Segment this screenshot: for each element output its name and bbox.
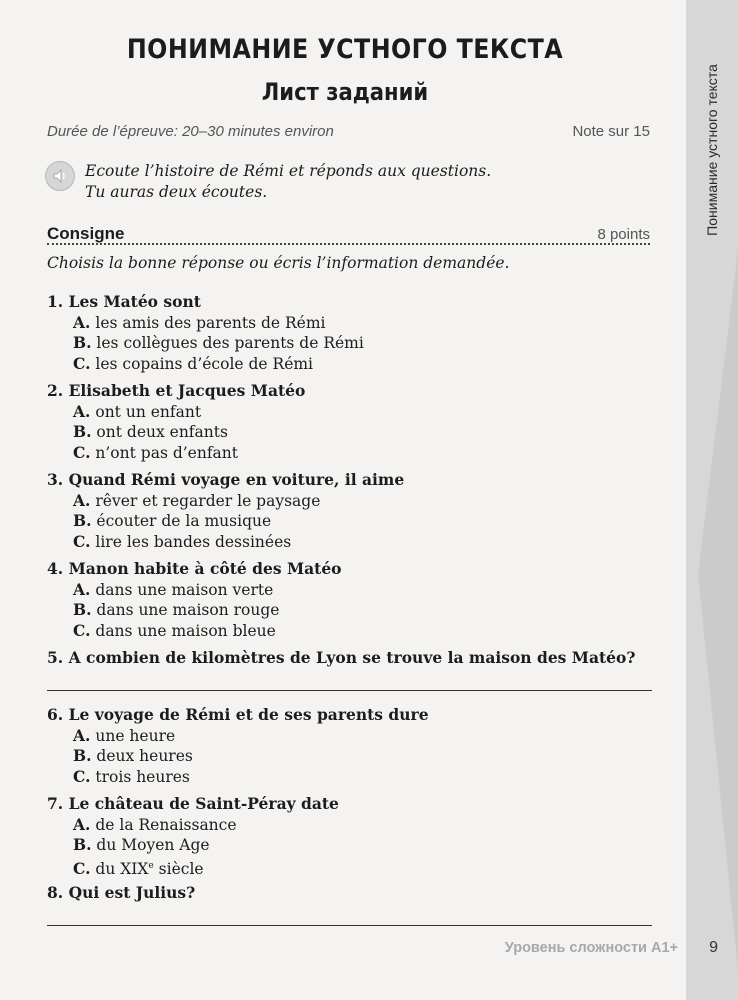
option-text: deux heures xyxy=(91,747,193,765)
question-6 xyxy=(47,705,429,787)
option-text: n’ont pas d’enfant xyxy=(90,443,239,462)
option-text: écouter de la musique xyxy=(91,512,272,530)
side-tab-label: Понимание устного текста xyxy=(704,64,720,236)
difficulty-level: Уровень сложности A1+ xyxy=(504,940,678,956)
dotted-divider xyxy=(47,243,650,245)
points-text: 8 points xyxy=(597,226,650,243)
answer-option[interactable] xyxy=(47,313,364,334)
page-number: 9 xyxy=(709,939,718,956)
answer-option[interactable] xyxy=(47,532,404,553)
answer-option[interactable] xyxy=(47,815,339,836)
option-letter: C. xyxy=(73,442,91,462)
question-title: 8. Qui est Julius? xyxy=(47,883,196,902)
question-title: 2. Elisabeth et Jacques Matéo xyxy=(47,381,306,400)
side-arrow-decoration xyxy=(698,250,738,970)
option-letter: A. xyxy=(73,579,91,599)
option-letter: A. xyxy=(73,312,91,332)
instruction-line-1: Ecoute l’histoire de Rémi et réponds aux questions. xyxy=(85,162,492,180)
consigne-label: Consigne xyxy=(47,224,125,243)
option-text: les collègues des parents de Rémi xyxy=(91,334,364,352)
option-text: ont un enfant xyxy=(90,402,202,421)
option-text: les amis des parents de Rémi xyxy=(90,313,326,332)
superscript: e xyxy=(148,860,154,871)
answer-option[interactable] xyxy=(47,621,342,642)
instruction-line-2: Tu auras deux écoutes. xyxy=(85,183,268,201)
option-text: du XIX xyxy=(90,859,149,878)
question-7 xyxy=(47,794,339,879)
answer-line[interactable] xyxy=(47,690,652,691)
answer-option[interactable] xyxy=(47,402,305,423)
audio-icon xyxy=(45,161,75,191)
option-letter: B. xyxy=(73,600,92,619)
option-text: dans une maison rouge xyxy=(91,601,280,619)
question-title: 4. Manon habite à côté des Matéo xyxy=(47,559,342,578)
answer-option[interactable] xyxy=(47,856,339,880)
question-title: 6. Le voyage de Rémi et de ses parents dure xyxy=(47,705,429,724)
option-text: une heure xyxy=(90,726,176,745)
answer-line[interactable] xyxy=(47,925,652,926)
option-letter: B. xyxy=(73,333,92,352)
answer-option[interactable] xyxy=(47,354,364,375)
option-text: les copains d’école de Rémi xyxy=(90,354,314,373)
option-letter: A. xyxy=(73,725,91,745)
side-tab xyxy=(686,0,738,1000)
answer-option[interactable] xyxy=(47,746,429,767)
option-letter: C. xyxy=(73,353,91,373)
answer-option[interactable] xyxy=(47,835,339,856)
option-letter: B. xyxy=(73,511,92,530)
answer-option[interactable] xyxy=(47,767,429,788)
question-title: 1. Les Matéo sont xyxy=(47,292,201,311)
answer-option[interactable] xyxy=(47,422,305,443)
option-text: trois heures xyxy=(90,767,190,786)
option-text: dans une maison verte xyxy=(90,580,274,599)
consigne-text: Choisis la bonne réponse ou écris l’information demandée. xyxy=(47,254,510,272)
answer-option[interactable] xyxy=(47,726,429,747)
question-5 xyxy=(47,648,635,669)
question-8 xyxy=(47,883,195,904)
option-text: rêver et regarder le paysage xyxy=(90,491,321,510)
question-4 xyxy=(47,559,342,641)
answer-option[interactable] xyxy=(47,600,342,621)
option-letter: C. xyxy=(73,858,91,878)
question-title: 7. Le château de Saint-Péray date xyxy=(47,794,339,813)
option-text: dans une maison bleue xyxy=(90,621,276,640)
option-letter: C. xyxy=(73,620,91,640)
duration-text: Durée de l’épreuve: 20–30 minutes environ xyxy=(47,123,334,140)
answer-option[interactable] xyxy=(47,511,404,532)
answer-option[interactable] xyxy=(47,491,404,512)
page-title: ПОНИМАНИЕ УСТНОГО ТЕКСТА xyxy=(126,34,564,65)
option-text: du Moyen Age xyxy=(91,836,210,854)
option-letter: C. xyxy=(73,766,91,786)
question-2 xyxy=(47,381,305,463)
option-text: ont deux enfants xyxy=(91,423,228,441)
page-subtitle: Лист заданий xyxy=(261,78,429,106)
option-text: lire les bandes dessinées xyxy=(90,532,292,551)
question-title: 5. A combien de kilomètres de Lyon se trouve la maison des Matéo? xyxy=(47,648,636,667)
answer-option[interactable] xyxy=(47,580,342,601)
option-letter: A. xyxy=(73,814,91,834)
option-letter: B. xyxy=(73,746,92,765)
option-text: de la Renaissance xyxy=(90,815,237,834)
option-letter: A. xyxy=(73,401,91,421)
answer-option[interactable] xyxy=(47,443,305,464)
note-text: Note sur 15 xyxy=(572,123,650,140)
option-letter: A. xyxy=(73,490,91,510)
option-letter: C. xyxy=(73,531,91,551)
option-letter: B. xyxy=(73,422,92,441)
listening-instruction xyxy=(85,161,491,203)
question-title: 3. Quand Rémi voyage en voiture, il aime xyxy=(47,470,405,489)
option-letter: B. xyxy=(73,835,92,854)
question-1 xyxy=(47,292,364,374)
answer-option[interactable] xyxy=(47,333,364,354)
option-text-suffix: siècle xyxy=(153,859,204,878)
question-3 xyxy=(47,470,404,552)
